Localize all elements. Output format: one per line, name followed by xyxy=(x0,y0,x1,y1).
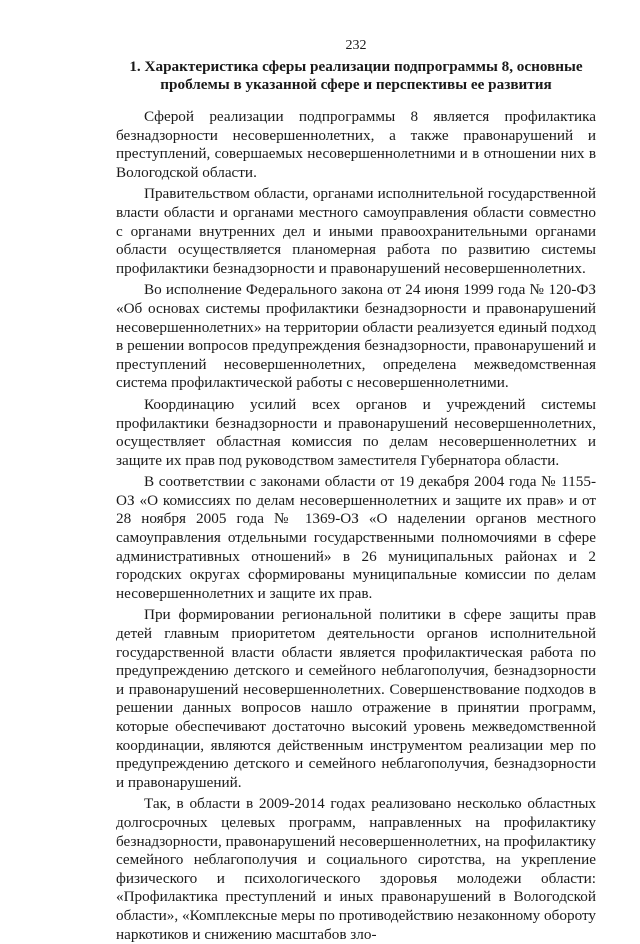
paragraph-7: Так, в области в 2009-2014 годах реализовано несколько областных долгосрочных целевых программ, направленных на профилактику безнадзорности, правонарушений несовершеннолетних, на профилактику семейного неблагополучия и социального сиротства, на укрепление физического и психологического здоровья молодежи области: «Профилактика преступлений и иных правонарушений в Вологодской области», «Комплексные меры по противодействию незаконному обороту наркотиков и снижению масштабов зло- xyxy=(116,795,596,943)
paragraph-6: При формировании региональной политики в сфере защиты прав детей главным приоритетом деятельности органов исполнительной государственной власти области является профилактическая работа по предупреждению детского и семейного неблагополучия, безнадзорности и правонарушений несовершеннолетних. Совершенствование подходов в решении данных вопросов нашло отражение в принятии программ, которые обеспечивают достаточно высокий уровень межведомственной координации, являются действенным инструментом реализации мер по предупреждению детского и семейного неблагополучия, безнадзорности и правонарушений. xyxy=(116,606,596,791)
section-heading xyxy=(116,58,596,94)
paragraph-2: Правительством области, органами исполнительной государственной власти области и органами местного самоуправления области совместно с органами внутренних дел и иными правоохранительными органами области осуществляется планомерная работа по развитию системы профилактики безнадзорности и правонарушений несовершеннолетних. xyxy=(116,185,596,277)
paragraph-4: Координацию усилий всех органов и учреждений системы профилактики безнадзорности и правонарушений несовершеннолетних, осуществляет областная комиссия по делам несовершеннолетних и защите их прав под руководством заместителя Губернатора области. xyxy=(116,395,596,469)
section-heading-line-1: 1. Характеристика сферы реализации подпрограммы 8, основные xyxy=(129,58,583,75)
page-number: 232 xyxy=(345,38,367,53)
paragraph-3: Во исполнение Федерального закона от 24 июня 1999 года № 120-ФЗ «Об основах системы профилактики безнадзорности и правонарушений несовершеннолетних» на территории области реализуется единый подход в решении вопросов предупреждения безнадзорности, правонарушений и преступлений несовершеннолетних, определена межведомственная система профилактической работы с несовершеннолетними. xyxy=(116,281,596,392)
paragraph-5: В соответствии с законами области от 19 декабря 2004 года № 1155-ОЗ «О комиссиях по делам несовершеннолетних и защите их прав» и от 28 ноября 2005 года № 1369-ОЗ «О наделении органов местного самоуправления отдельными государственными полномочиями в сфере административных отношений» в 26 муниципальных районах и 2 городских округах сформированы муниципальные комиссии по делам несовершеннолетних и защите их прав. xyxy=(116,473,596,602)
paragraph-1: Сферой реализации подпрограммы 8 является профилактика безнадзорности несовершеннолетних, а также правонарушений и преступлений, совершаемых несовершеннолетними и в отношении них в Вологодской области. xyxy=(116,108,596,181)
section-heading-line-2: проблемы в указанной сфере и перспективы ее развития xyxy=(160,76,552,93)
